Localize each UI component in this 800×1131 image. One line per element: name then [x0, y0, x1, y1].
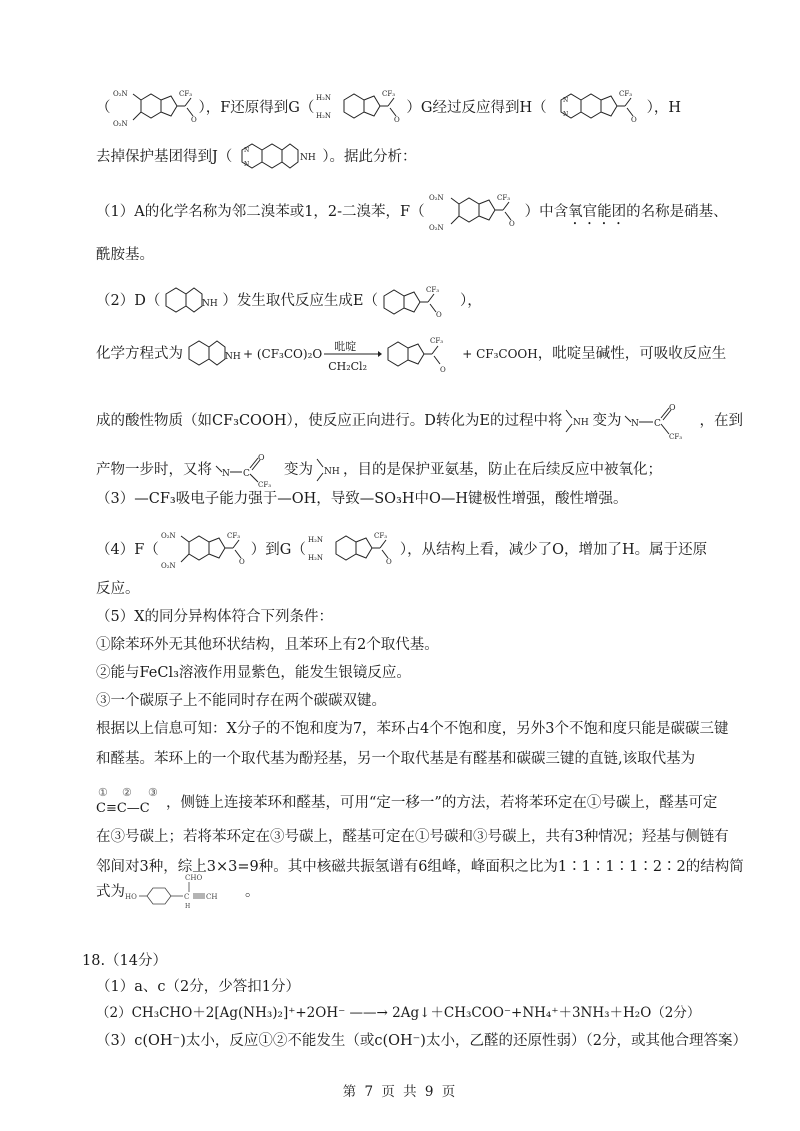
text-line: 酰胺基。: [96, 247, 154, 263]
svg-text:NH: NH: [300, 153, 317, 163]
molecule-g-diamino: [306, 530, 400, 570]
reaction-arrow: 吡啶 CH₂Cl₂: [322, 336, 382, 372]
text-line: ① ② ③ C≡C—C ，侧链上连接苯环和醛基，可用“定一移一”的方法，若将苯环定在①号碳上，醛基可定: [96, 786, 748, 822]
answer-line: （1）a、c（2分，少答扣1分）: [96, 979, 300, 995]
molecule-f-dinitro: [425, 192, 525, 232]
carbon-chain-diagram: ① ② ③ C≡C—C: [96, 786, 158, 816]
text-line: 在③号碳上；若将苯环定在③号碳上，醛基可定在①号碳和③号碳上，共有3种情况；羟基与侧链有: [96, 829, 729, 845]
text-line: （ O₂N O₂N CF₃ O ），F还原得到G（ H₂N H₂N CF₃ O ）G经过反应得到H（ N N CF₃ O ），H: [96, 90, 682, 128]
text-line: （3）—CF₃吸电子能力强于—OH，导致—SO₃H中O—H键极性增强，酸性增强。: [96, 491, 628, 507]
svg-text:O₂N: O₂N: [112, 90, 128, 98]
answer-line: （2）CH₃CHO＋2[Ag(NH₃)₂]⁺+2OH⁻ ——→ 2Ag↓＋CH₃COO⁻+NH₄⁺＋3NH₃＋H₂O（2分）: [96, 1005, 701, 1021]
svg-text:HO: HO: [125, 893, 137, 901]
svg-text:O: O: [630, 116, 637, 124]
text-line: 产物一步时，又将 N C O CF₃ 变为 NH ，目的是保护亚氨基，防止在后续反应中被氧化；: [96, 453, 662, 488]
svg-text:CF₃: CF₃: [496, 194, 510, 202]
text-line: 和醛基。苯环上的一个取代基为酚羟基，另一个取代基是有醛基和碳碳三键的直链,该取代基为: [96, 751, 696, 767]
text-line: ①除苯环外无其他环状结构，且苯环上有2个取代基。: [96, 637, 439, 653]
svg-text:CH: CH: [206, 893, 218, 901]
molecule-e: [382, 334, 462, 374]
molecule-h-quinoxaline: [547, 88, 647, 128]
svg-text:O: O: [258, 453, 265, 462]
text-line: （1）A的化学名称为邻二溴苯或1，2-二溴苯，F（ O₂N O₂N CF₃ O ）中含氧官能团的名称是硝基、: [96, 194, 728, 232]
text-line: 反应。: [96, 581, 140, 597]
molecule-x-product: [125, 872, 245, 912]
trifluoroacetyl-group: [212, 452, 284, 488]
svg-text:O: O: [440, 366, 446, 374]
svg-text:NH: NH: [324, 467, 340, 477]
text-line: 化学方程式为 NH + (CF₃CO)₂O 吡啶 CH₂Cl₂ CF₃ O + CF₃COOH，吡啶呈碱性，可吸收反应生: [96, 334, 748, 374]
svg-text:CF₃: CF₃: [425, 286, 439, 294]
molecule-g-diamino: [314, 88, 406, 128]
svg-text:CF₃: CF₃: [373, 532, 387, 540]
text-line: 去掉保护基团得到J（ N N NH ）。据此分析：: [96, 140, 748, 174]
svg-text:N: N: [244, 161, 250, 168]
nh-group: [562, 406, 592, 436]
question-number: 18.（14分）: [82, 953, 168, 969]
svg-text:NH: NH: [573, 418, 590, 428]
molecule-f-dinitro: [111, 88, 199, 128]
page-footer: 第 7 页 共 9 页: [342, 1084, 458, 1100]
svg-text:H: H: [185, 903, 191, 910]
molecule-d: [183, 337, 243, 371]
svg-text:C: C: [654, 419, 662, 429]
svg-text:N: N: [222, 469, 230, 479]
text-line: （2）D（ NH ）发生取代反应生成E（ CF₃ O ），: [96, 286, 482, 318]
svg-text:O₂N: O₂N: [160, 532, 176, 540]
svg-text:N: N: [631, 419, 640, 429]
svg-text:C: C: [184, 893, 190, 901]
svg-text:H₂N: H₂N: [316, 112, 332, 120]
svg-text:CF₃: CF₃: [618, 90, 632, 98]
text-line: ②能与FeCl₃溶液作用显紫色，能发生银镜反应。: [96, 665, 411, 681]
svg-text:CF₃: CF₃: [430, 337, 444, 345]
svg-text:O: O: [435, 311, 442, 318]
svg-text:N: N: [244, 147, 250, 154]
text-line: 邻间对3种，综上3×3=9种。其中核磁共振氢谱有6组峰，峰面积之比为1∶1∶1∶1∶2∶2的结构简: [96, 859, 744, 875]
svg-text:O₂N: O₂N: [112, 120, 128, 128]
svg-text:CF₃: CF₃: [258, 481, 272, 488]
svg-text:O₂N: O₂N: [428, 224, 444, 232]
text-line: （4）F（ O₂N O₂N CF₃ O ）到G（ H₂N H₂N CF₃ O ），从结构上看，减少了O，增加了H。属于还原: [96, 532, 708, 570]
svg-text:H₂N: H₂N: [307, 554, 323, 562]
svg-text:NH: NH: [202, 299, 219, 309]
svg-text:O: O: [394, 116, 401, 124]
svg-text:O: O: [385, 558, 392, 566]
svg-text:O₂N: O₂N: [428, 194, 444, 202]
molecule-j: [232, 140, 322, 174]
svg-text:H₂N: H₂N: [307, 536, 323, 544]
text-line: 根据以上信息可知：X分子的不饱和度为7，苯环占4个不饱和度，另外3个不饱和度只能是碳碳三键: [96, 721, 729, 737]
svg-text:NH: NH: [225, 352, 241, 362]
svg-text:CHO: CHO: [185, 874, 203, 882]
molecule-f-dinitro: [159, 530, 251, 570]
trifluoroacetyl-group: [621, 402, 699, 440]
svg-text:CF₃: CF₃: [382, 90, 396, 98]
molecule-e: [378, 284, 460, 318]
text-line: （5）X的同分异构体符合下列条件：: [96, 609, 334, 625]
svg-text:CF₃: CF₃: [669, 433, 683, 440]
svg-text:N: N: [562, 111, 568, 118]
nh-group: [313, 455, 343, 485]
svg-text:O: O: [669, 403, 677, 412]
svg-text:CF₃: CF₃: [178, 90, 192, 98]
answer-line: （3）c(OH⁻)太小，反应①②不能发生（或c(OH⁻)太小，乙醛的还原性弱）（2分，或其他合理答案）: [96, 1033, 747, 1049]
svg-text:CF₃: CF₃: [226, 532, 240, 540]
svg-text:C: C: [243, 469, 250, 479]
svg-text:N: N: [562, 97, 568, 104]
svg-text:O: O: [508, 220, 515, 228]
svg-text:O: O: [238, 558, 245, 566]
text-line: 式为 HO CHO C H CH 。: [96, 874, 260, 910]
svg-text:O₂N: O₂N: [160, 562, 176, 570]
svg-text:H₂N: H₂N: [316, 94, 332, 102]
molecule-d: [160, 284, 222, 318]
text-line: ③一个碳原子上不能同时存在两个碳碳双键。: [96, 693, 386, 709]
text-line: 成的酸性物质（如CF₃COOH），使反应正向进行。D转化为E的过程中将 NH 变为 N C O CF₃ ，在到: [96, 403, 743, 440]
svg-text:O: O: [190, 116, 197, 124]
